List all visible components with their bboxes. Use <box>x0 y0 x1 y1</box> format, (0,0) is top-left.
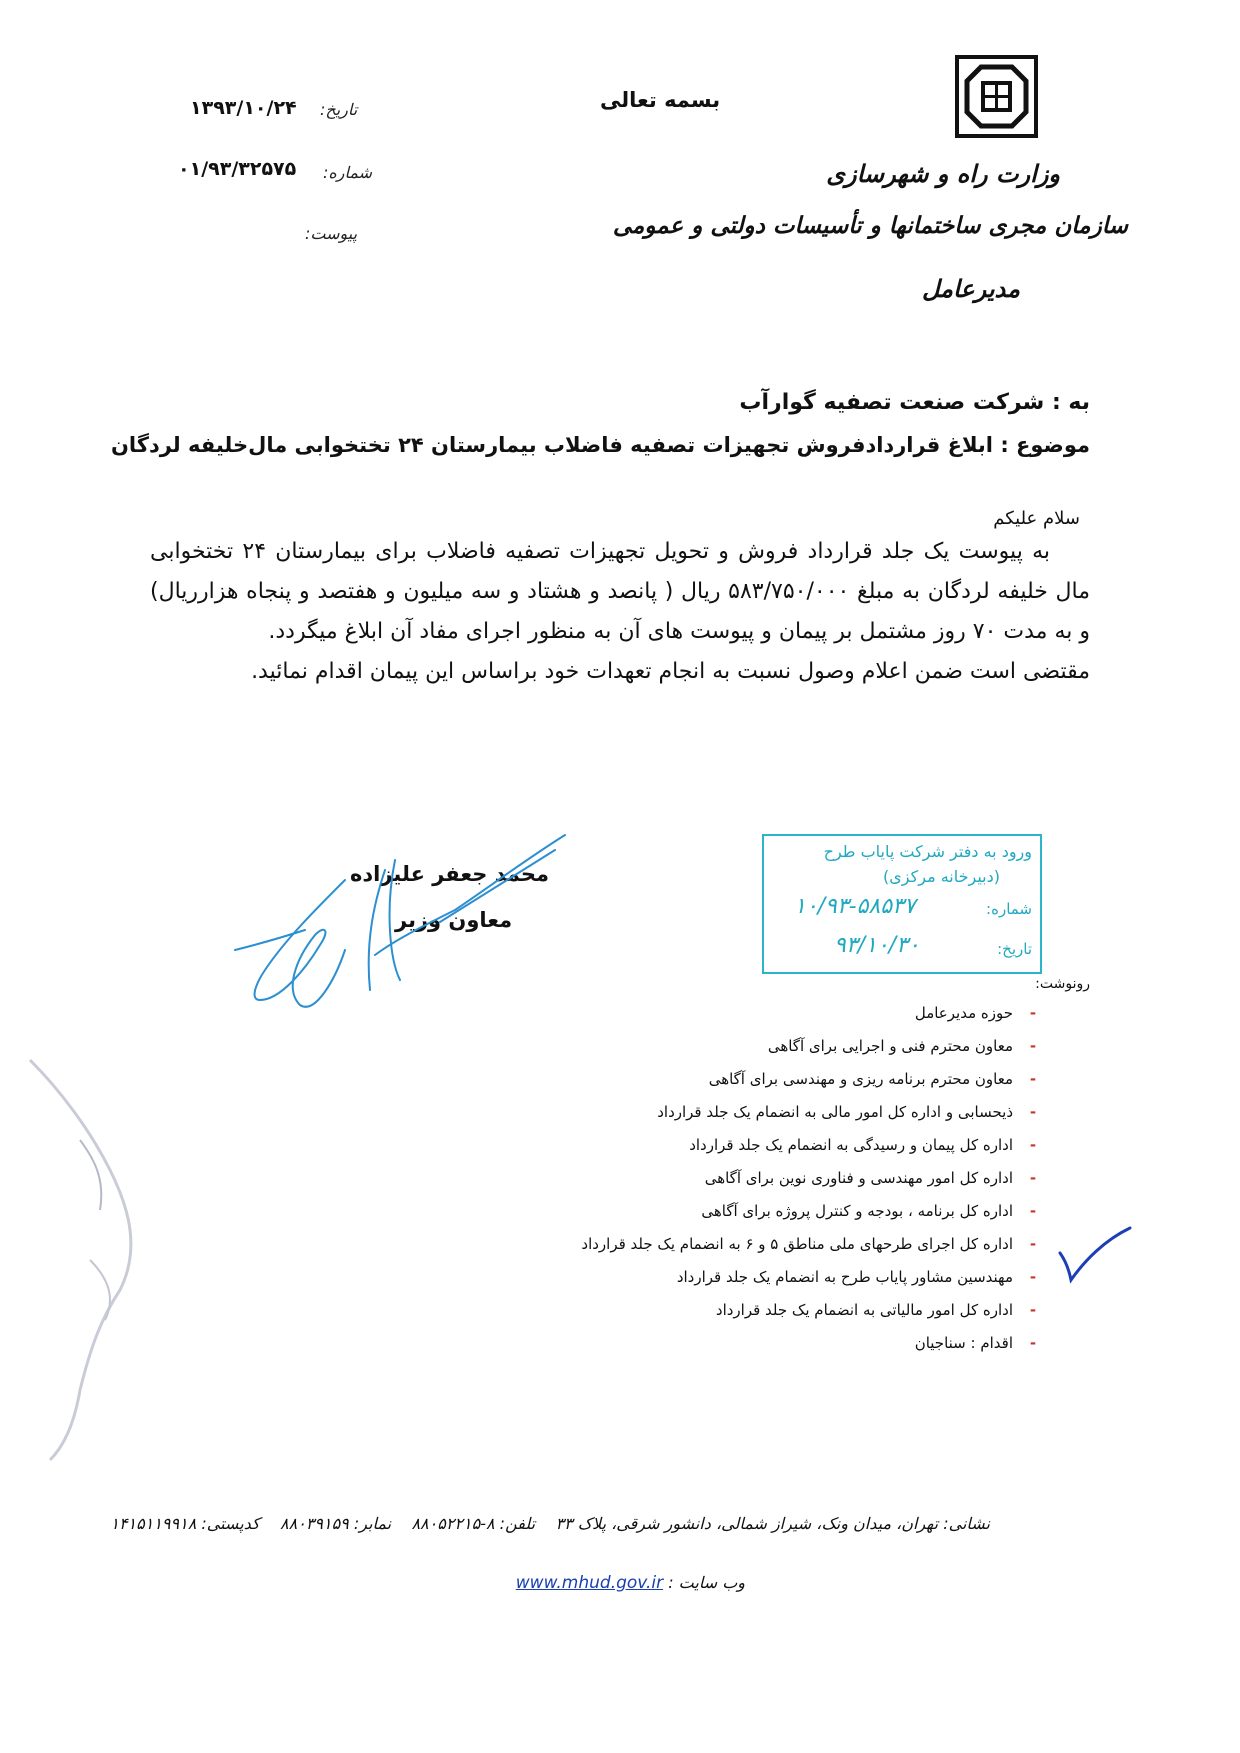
checkmark-icon <box>1055 1225 1135 1285</box>
cc-item-text: اداره کل امور مالیاتی به انضمام یک جلد قرارداد <box>715 1301 1013 1319</box>
scan-artifact <box>20 1050 160 1470</box>
address-label: نشانی: <box>943 1514 990 1533</box>
stamp-line-1: ورود به دفتر شرکت پایاب طرح <box>823 842 1032 861</box>
cc-bullet-icon: - <box>1029 1235 1037 1253</box>
cc-item <box>253 1202 1053 1235</box>
phone-label: تلفن: <box>499 1514 536 1533</box>
stamp-date-value: ۹۳/۱۰/۳۰ <box>834 933 920 958</box>
cc-item <box>253 1136 1053 1169</box>
cc-bullet-icon: - <box>1029 1103 1037 1121</box>
cc-item-text: اداره کل امور مهندسی و فناوری نوین برای آگاهی <box>704 1169 1013 1187</box>
cc-bullet-icon: - <box>1029 1004 1037 1022</box>
fax-label: نمابر: <box>353 1514 392 1533</box>
recipient-label: به : <box>1051 390 1090 415</box>
cc-item <box>253 1004 1053 1037</box>
office-title: مدیرعامل <box>921 275 1020 303</box>
body-paragraph-1: به پیوست یک جلد قرارداد فروش و تحویل تجهیزات تصفیه فاضلاب برای بیمارستان ۲۴ تختخوابی مال خلیفه لردگان به مبلغ ۵۸۳/۷۵۰/۰۰۰ ریال ( پانصد و هشتاد و سه میلیون و هفتصد و پنجاه هزارریال) و به مدت ۷۰ روز مشتمل بر پیمان و پیوست های آن به منظور اجرای مفاد آن ابلاغ میگردد. <box>150 539 1090 644</box>
date-value: ۱۳۹۳/۱۰/۲۴ <box>190 97 297 119</box>
recipient-value: شرکت صنعت تصفیه گوارآب <box>739 390 1045 415</box>
footer-contact <box>110 1514 990 1533</box>
cc-item-text: معاون محترم برنامه ریزی و مهندسی برای آگاهی <box>708 1070 1013 1088</box>
cc-bullet-icon: - <box>1029 1136 1037 1154</box>
cc-bullet-icon: - <box>1029 1334 1037 1352</box>
cc-item-text: اداره کل پیمان و رسیدگی به انضمام یک جلد قرارداد <box>689 1136 1013 1154</box>
recipient-line <box>739 390 1090 415</box>
cc-item-text: ذیحسابی و اداره کل امور مالی به انضمام یک جلد قرارداد <box>657 1103 1013 1121</box>
handwritten-signature <box>225 830 585 1020</box>
invocation-text: بسمه تعالی <box>600 88 721 112</box>
cc-item <box>253 1235 1053 1268</box>
ministry-emblem <box>955 55 1038 138</box>
cc-item-text: اقدام : سناجیان <box>914 1334 1013 1352</box>
cc-item-text: حوزه مدیرعامل <box>914 1004 1013 1022</box>
cc-item <box>253 1103 1053 1136</box>
number-value: ۰۱/۹۳/۳۲۵۷۵ <box>178 158 297 180</box>
cc-item <box>253 1268 1053 1301</box>
stamp-line-2: (دبیرخانه مرکزی) <box>883 867 1000 886</box>
address-value: تهران، میدان ونک، شیراز شمالی، دانشور شرقی، پلاک ۳۳ <box>555 1514 939 1533</box>
cc-item-text: مهندسین مشاور پایاب طرح به انضمام یک جلد قرارداد <box>676 1268 1013 1286</box>
cc-item-text: اداره کل اجرای طرحهای ملی مناطق ۵ و ۶ به انضمام یک جلد قرارداد <box>581 1235 1013 1253</box>
cc-bullet-icon: - <box>1029 1268 1037 1286</box>
subject-line <box>111 433 1090 457</box>
organization-name: سازمان مجری ساختمانها و تأسیسات دولتی و عمومی <box>612 213 1128 239</box>
number-label: شماره: <box>323 163 373 182</box>
cc-item <box>253 1070 1053 1103</box>
website-label: وب سایت : <box>668 1573 745 1592</box>
footer-website <box>516 1573 745 1593</box>
subject-label: موضوع : <box>1000 433 1090 457</box>
date-label: تاریخ: <box>320 100 358 119</box>
body-paragraph-2: مقتضی است ضمن اعلام وصول نسبت به انجام تعهدات خود براساس این پیمان اقدام نمائید. <box>251 659 1090 684</box>
cc-item <box>253 1301 1053 1334</box>
cc-item <box>253 1037 1053 1070</box>
stamp-number-label: شماره: <box>986 900 1032 918</box>
cc-bullet-icon: - <box>1029 1202 1037 1220</box>
stamp-date-label: تاریخ: <box>997 940 1032 958</box>
cc-list <box>253 1004 1053 1367</box>
attachment-label: پیوست: <box>305 224 358 243</box>
ministry-name: وزارت راه و شهرسازی <box>826 160 1060 188</box>
signatory-name: محمد جعفر علیزاده <box>350 862 550 886</box>
fax-value: ۸۸۰۳۹۱۵۹ <box>280 1514 349 1533</box>
emblem-icon <box>959 59 1034 134</box>
cc-item <box>253 1169 1053 1202</box>
cc-label: رونوشت: <box>1035 976 1090 992</box>
signatory-title: معاون وزیر <box>395 908 513 932</box>
greeting-text: سلام علیکم <box>993 508 1080 529</box>
phone-value: ۸-۸۸۰۵۲۲۱۵ <box>411 1514 495 1533</box>
subject-value: ابلاغ قراردادفروش تجهیزات تصفیه فاضلاب بیمارستان ۲۴ تختخوابی مال‌خلیفه لردگان <box>110 433 993 457</box>
letter-body <box>150 532 1090 692</box>
website-link[interactable]: www.mhud.gov.ir <box>515 1573 664 1593</box>
cc-item-text: اداره کل برنامه ، بودجه و کنترل پروژه برای آگاهی <box>701 1202 1013 1220</box>
cc-bullet-icon: - <box>1029 1301 1037 1319</box>
cc-item-text: معاون محترم فنی و اجرایی برای آگاهی <box>767 1037 1013 1055</box>
cc-bullet-icon: - <box>1029 1169 1037 1187</box>
cc-item <box>253 1334 1053 1367</box>
postal-code-label: کدپستی: <box>201 1514 260 1533</box>
postal-code-value: ۱۴۱۵۱۱۹۹۱۸ <box>110 1514 197 1533</box>
received-stamp <box>762 834 1042 974</box>
cc-bullet-icon: - <box>1029 1037 1037 1055</box>
stamp-number-value: ۱۰/۹۳-۵۸۵۳۷ <box>794 894 916 919</box>
cc-bullet-icon: - <box>1029 1070 1037 1088</box>
